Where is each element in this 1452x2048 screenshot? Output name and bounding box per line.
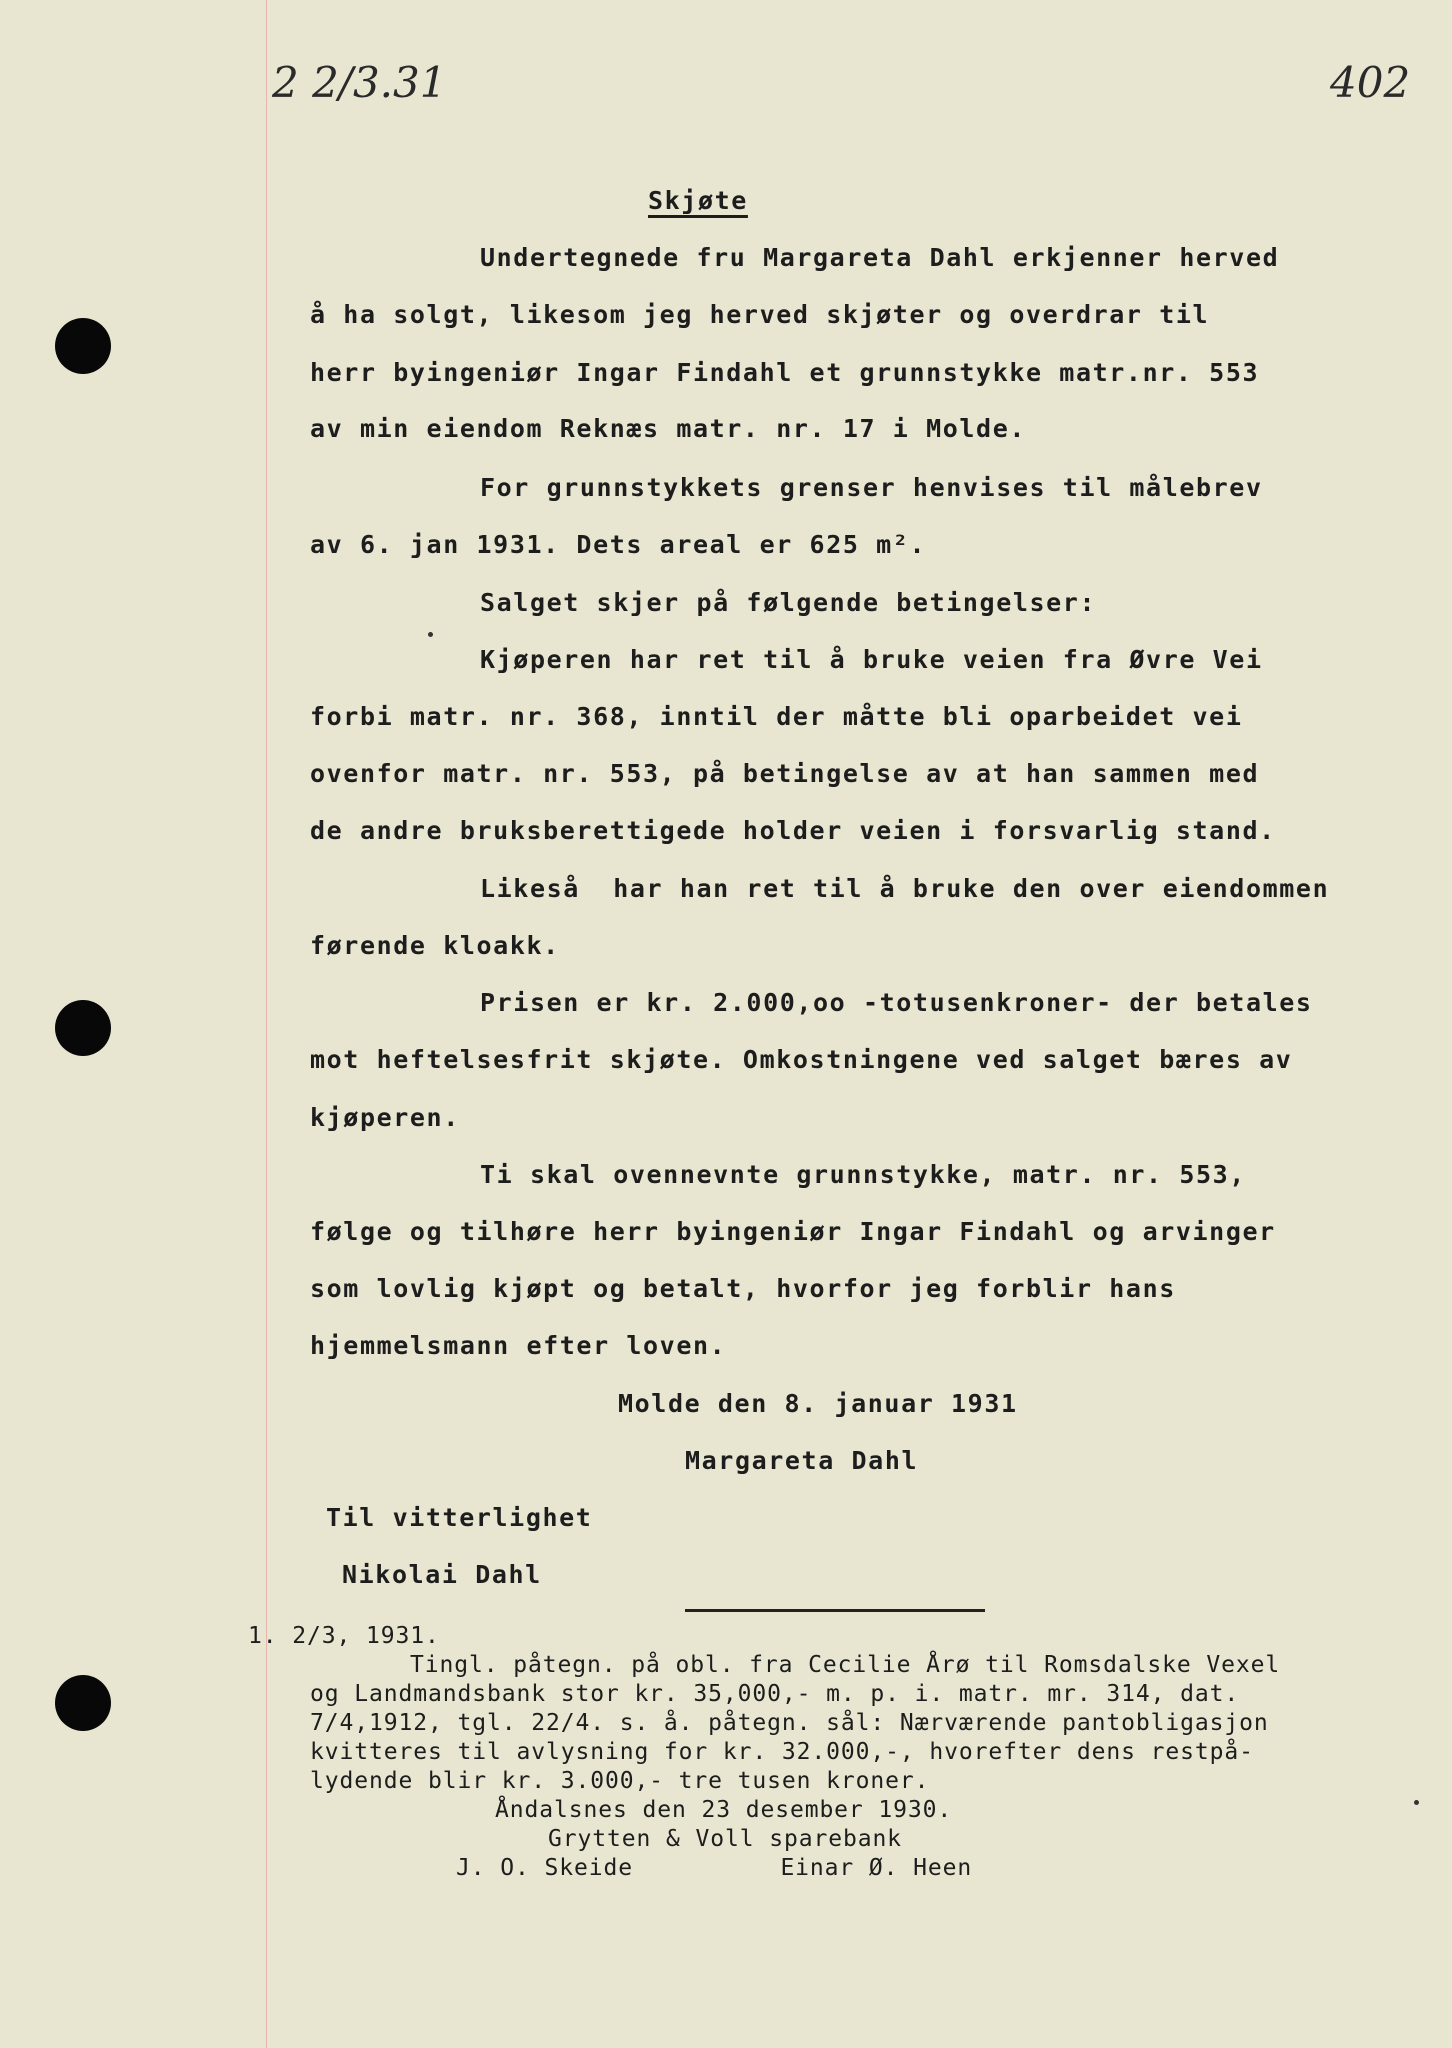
annotation-line: og Landmandsbank stor kr. 35,000,- m. p. i. matr. mr. 314, dat. <box>310 1681 1240 1707</box>
annotation-line: kvitteres til avlysning for kr. 32.000,-, hvorefter dens restpå- <box>310 1739 1254 1765</box>
witness-heading: Til vitterlighet <box>326 1503 593 1532</box>
punch-hole <box>55 1675 111 1731</box>
annotation-line: Grytten & Voll sparebank <box>548 1826 902 1852</box>
annotation-line: 7/4,1912, tgl. 22/4. s. å. påtegn. sål: Nærværende pantobligasjon <box>310 1710 1269 1736</box>
deed-line: Prisen er kr. 2.000,oo -totusenkroner- der betales <box>480 988 1313 1017</box>
deed-line: å ha solgt, likesom jeg herved skjøter og overdrar til <box>310 300 1210 329</box>
annotation-line: 1. 2/3, 1931. <box>248 1623 440 1649</box>
annotation-line: Tingl. påtegn. på obl. fra Cecilie Årø til Romsdalske Vexel <box>410 1652 1281 1678</box>
seller-signature: Margareta Dahl <box>685 1446 919 1475</box>
handwritten-date: 2 2/3.31 <box>272 58 447 107</box>
deed-line: Likeså har han ret til å bruke den over eiendommen <box>480 874 1330 903</box>
deed-title: Skjøte <box>648 186 748 215</box>
deed-line: av 6. jan 1931. Dets areal er 625 m². <box>310 530 927 559</box>
margin-line <box>266 0 267 2048</box>
deed-line: Ti skal ovennevnte grunnstykke, matr. nr. 553, <box>480 1160 1246 1189</box>
deed-line: av min eiendom Reknæs matr. nr. 17 i Molde. <box>310 414 1027 443</box>
deed-line: kjøperen. <box>310 1103 460 1132</box>
deed-line: de andre bruksberettigede holder veien i forsvarlig stand. <box>310 816 1276 845</box>
deed-line: Undertegnede fru Margareta Dahl erkjenner herved <box>480 243 1280 272</box>
deed-line: Kjøperen har ret til å bruke veien fra Øvre Vei <box>480 645 1263 674</box>
place-date: Molde den 8. januar 1931 <box>618 1389 1018 1418</box>
deed-line: hjemmelsmann efter loven. <box>310 1331 727 1360</box>
witness-signature: Nikolai Dahl <box>342 1560 542 1589</box>
ink-dot <box>1414 1800 1419 1805</box>
annotation-line: J. O. Skeide Einar Ø. Heen <box>456 1855 973 1881</box>
deed-line: som lovlig kjøpt og betalt, hvorfor jeg forblir hans <box>310 1274 1176 1303</box>
annotation-line: Åndalsnes den 23 desember 1930. <box>495 1797 953 1823</box>
handwritten-page-number: 402 <box>1330 58 1411 107</box>
deed-line: For grunnstykkets grenser henvises til målebrev <box>480 473 1263 502</box>
deed-line: følge og tilhøre herr byingeniør Ingar Findahl og arvinger <box>310 1217 1276 1246</box>
deed-line: Salget skjer på følgende betingelser: <box>480 588 1097 617</box>
punch-hole <box>55 1000 111 1056</box>
deed-line: herr byingeniør Ingar Findahl et grunnstykke matr.nr. 553 <box>310 358 1260 387</box>
deed-line: forbi matr. nr. 368, inntil der måtte bli oparbeidet vei <box>310 702 1243 731</box>
deed-line: ovenfor matr. nr. 553, på betingelse av at han sammen med <box>310 759 1260 788</box>
punch-hole <box>55 318 111 374</box>
deed-line: mot heftelsesfrit skjøte. Omkostningene ved salget bæres av <box>310 1045 1293 1074</box>
divider-rule <box>685 1609 985 1612</box>
ink-dot <box>428 632 433 637</box>
annotation-line: lydende blir kr. 3.000,- tre tusen kroner. <box>310 1768 930 1794</box>
deed-line: førende kloakk. <box>310 931 560 960</box>
